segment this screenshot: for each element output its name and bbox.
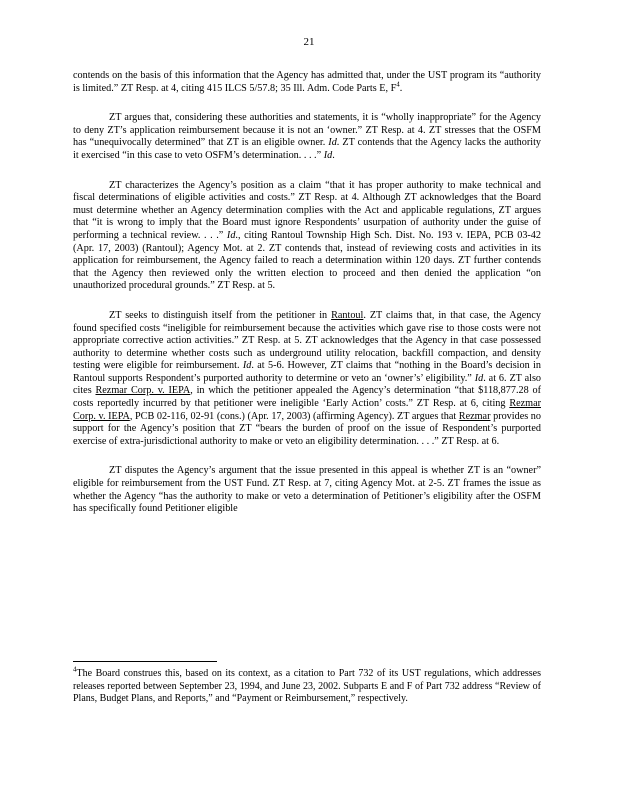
- text-run: .: [332, 149, 335, 161]
- page-number: 21: [303, 36, 315, 48]
- text-run: .: [399, 82, 403, 94]
- case-citation: Rezmar Corp. v. IEPA: [95, 385, 191, 397]
- text-run: contends on the basis of this information that the Agency has admitted that, under the UST program its “authority is limited.” ZT Resp. at 4, citing 415 ILCS 5/57.8; 35 Ill. Adm. Code Parts E, F: [73, 70, 541, 94]
- footnote-text: The Board construes this, based on its context, as a citation to Part 732 of its UST regulations, which addresses releases reported between September 23, 1994, and June 23, 2002. Subparts E and F of Part 732 address “Review of Plans, Budget Plans, and Reports,” and “Payment or Reimbursement,” respectively.: [73, 668, 541, 705]
- case-citation: Rezmar Corp. v. IEPA: [73, 398, 541, 422]
- id-citation: Id: [323, 149, 333, 161]
- text-run: provides no support for the Agency’s position that ZT “bears the burden of proof on the issue of Respondent’s purported exercise of extra-jurisdictional authority to make or veto an eligibility determination. . . .” ZT Resp. at 6.: [73, 410, 541, 447]
- text-run: . at 5-6. However, ZT claims that “nothing in the Board’s decision in Rantoul supports Respondent’s purported authority to determine or veto an ‘owner’s’ eligibility.”: [73, 360, 541, 384]
- text-run: . at 6. ZT also cites: [73, 372, 542, 397]
- footnote-divider: [73, 661, 217, 662]
- text-run: ZT characterizes the Agency’s position as a claim “that it has proper authority to make technical and fiscal determinations of eligible activities and costs.” ZT Resp. at 4. Although ZT acknowledges that the Board must determine whether an Agency determination complies with the Act and applicable regulations, ZT argues that “it is wrong to imply that the Board must ignore Respondents’ usurpation of authority under the guise of performing a technical review. . . .”: [73, 179, 541, 241]
- footnote-reference: 4: [396, 80, 400, 89]
- footnote-marker: 4: [73, 665, 77, 674]
- id-citation: Id: [328, 137, 337, 149]
- id-citation: Id: [226, 229, 236, 241]
- footnote: [73, 665, 541, 706]
- body-paragraph: [73, 70, 541, 95]
- case-citation: Rantoul: [331, 309, 364, 321]
- body-text: [73, 70, 541, 533]
- text-run: , in which the petitioner appealed the Agency’s determination “that $118,877.28 of costs reportedly incurred by that petitioner were ineligible ‘Early Action’ costs.” ZT Resp. at 6, citing: [73, 385, 541, 410]
- text-run: ZT argues that, considering these authorities and statements, it is “wholly inappropriate” for the Agency to deny ZT’s application reimbursement because it is not an ‘owner.” ZT Resp. at 4. ZT stresses that the OSFM has “unequivocally determined” that ZT is an eligible owner.: [73, 112, 541, 149]
- body-paragraph: [73, 180, 541, 293]
- body-paragraph: [73, 465, 541, 515]
- id-citation: Id: [242, 360, 252, 372]
- body-paragraph: [73, 112, 541, 162]
- text-run: ZT disputes the Agency’s argument that the issue presented in this appeal is whether ZT is an “owner” eligible for reimbursement from the UST Fund. ZT Resp. at 7, citing Agency Mot. at 2-5. ZT frames the issue as whether the Agency “has the authority to make or veto a determination of Petitioner’s eligibility after the OSFM has specifically found Petitioner eligible: [73, 465, 541, 515]
- text-run: ZT seeks to distinguish itself from the petitioner in: [109, 309, 332, 321]
- case-citation: Rezmar: [458, 410, 491, 422]
- text-run: . ZT claims that, in that case, the Agency found specified costs “ineligible for reimbursement because the activities which gave rise to those costs were not appropriate corrective action activities.” ZT Resp. at 5. ZT acknowledges that the Agency in that case possessed authority to determine whether costs such as underground utility relocation, backfill compaction, and density testing were eligible for reimbursement.: [73, 309, 541, 372]
- text-run: , PCB 02-116, 02-91 (cons.) (Apr. 17, 2003) (affirming Agency). ZT argues that: [129, 410, 459, 422]
- id-citation: Id: [474, 372, 484, 384]
- text-run: ., citing Rantoul Township High Sch. Dist. No. 193 v. IEPA, PCB 03-42 (Apr. 17, 2003) (Rantoul); Agency Mot. at 2. ZT contends that, instead of reviewing costs and activities in its application for reimbursement, the Agency failed to reach a determination within 120 days. ZT further contends that the Agency then reviewed only the written election to proceed and then denied the application “on unauthorized procedural grounds.” ZT Resp. at 5.: [73, 229, 541, 292]
- body-paragraph: [73, 310, 541, 449]
- text-run: . ZT contends that the Agency lacks the authority it exercised “in this case to veto OSFM’s determination. . . .”: [73, 137, 541, 161]
